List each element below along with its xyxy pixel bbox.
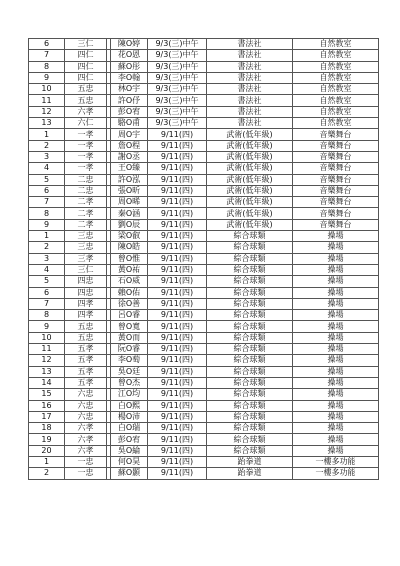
- student-name-cell: 曾O惟: [111, 253, 148, 264]
- table-row: [29, 106, 379, 117]
- class-cell: 六仁: [65, 118, 107, 129]
- session-date-cell: 9/11(四): [148, 253, 207, 264]
- club-name-cell: 綜合球類: [207, 389, 293, 400]
- table-row: [29, 423, 379, 434]
- location-cell: 操場: [293, 287, 379, 298]
- class-cell: 四忠: [65, 287, 107, 298]
- table-row: [29, 310, 379, 321]
- table-row: [29, 411, 379, 422]
- location-cell: 音樂舞台: [293, 140, 379, 151]
- class-cell: 五忠: [65, 84, 107, 95]
- student-name-cell: 曾O寬: [111, 321, 148, 332]
- location-cell: 操場: [293, 344, 379, 355]
- class-cell: 五孝: [65, 355, 107, 366]
- table-row: [29, 242, 379, 253]
- table-row: [29, 377, 379, 388]
- class-cell: 一孝: [65, 129, 107, 140]
- club-name-cell: 綜合球類: [207, 355, 293, 366]
- session-date-cell: 9/11(四): [148, 411, 207, 422]
- table-row: [29, 264, 379, 275]
- location-cell: 操場: [293, 231, 379, 242]
- table-row: [29, 163, 379, 174]
- student-name-cell: 石O威: [111, 276, 148, 287]
- club-name-cell: 綜合球類: [207, 332, 293, 343]
- location-cell: 操場: [293, 445, 379, 456]
- session-date-cell: 9/11(四): [148, 231, 207, 242]
- class-cell: 五孝: [65, 344, 107, 355]
- club-name-cell: 綜合球類: [207, 264, 293, 275]
- student-name-cell: 何O昊: [111, 456, 148, 467]
- student-name-cell: 林O宇: [111, 84, 148, 95]
- student-name-cell: 詹O程: [111, 140, 148, 151]
- seat-number-cell: 3: [29, 151, 65, 162]
- student-name-cell: 劉O辰: [111, 219, 148, 230]
- class-cell: 三仁: [65, 264, 107, 275]
- seat-number-cell: 4: [29, 264, 65, 275]
- seat-number-cell: 15: [29, 389, 65, 400]
- location-cell: 自然教室: [293, 61, 379, 72]
- student-name-cell: 彭O宥: [111, 434, 148, 445]
- session-date-cell: 9/11(四): [148, 445, 207, 456]
- location-cell: 自然教室: [293, 72, 379, 83]
- club-name-cell: 綜合球類: [207, 310, 293, 321]
- session-date-cell: 9/11(四): [148, 355, 207, 366]
- seat-number-cell: 8: [29, 61, 65, 72]
- student-name-cell: 張O昕: [111, 185, 148, 196]
- table-row: [29, 456, 379, 467]
- seat-number-cell: 17: [29, 411, 65, 422]
- seat-number-cell: 6: [29, 39, 65, 50]
- session-date-cell: 9/11(四): [148, 287, 207, 298]
- seat-number-cell: 3: [29, 253, 65, 264]
- session-date-cell: 9/11(四): [148, 174, 207, 185]
- location-cell: 操場: [293, 411, 379, 422]
- session-date-cell: 9/3(三)中午: [148, 61, 207, 72]
- student-name-cell: 李O翰: [111, 72, 148, 83]
- class-cell: 二忠: [65, 174, 107, 185]
- seat-number-cell: 16: [29, 400, 65, 411]
- club-name-cell: 書法社: [207, 84, 293, 95]
- session-date-cell: 9/11(四): [148, 219, 207, 230]
- location-cell: 操場: [293, 389, 379, 400]
- session-date-cell: 9/11(四): [148, 321, 207, 332]
- club-name-cell: 武術(低年級): [207, 208, 293, 219]
- seat-number-cell: 8: [29, 208, 65, 219]
- seat-number-cell: 10: [29, 84, 65, 95]
- session-date-cell: 9/3(三)中午: [148, 84, 207, 95]
- seat-number-cell: 6: [29, 287, 65, 298]
- table-row: [29, 253, 379, 264]
- session-date-cell: 9/11(四): [148, 264, 207, 275]
- class-cell: 二忠: [65, 185, 107, 196]
- seat-number-cell: 1: [29, 231, 65, 242]
- class-cell: 四仁: [65, 72, 107, 83]
- class-cell: 二孝: [65, 208, 107, 219]
- location-cell: 操場: [293, 400, 379, 411]
- club-name-cell: 綜合球類: [207, 377, 293, 388]
- location-cell: 操場: [293, 253, 379, 264]
- session-date-cell: 9/11(四): [148, 344, 207, 355]
- class-cell: 四孝: [65, 310, 107, 321]
- student-name-cell: 周O晞: [111, 197, 148, 208]
- student-name-cell: 白O瑞: [111, 423, 148, 434]
- student-name-cell: 秦O涵: [111, 208, 148, 219]
- seat-number-cell: 12: [29, 106, 65, 117]
- student-name-cell: 彭O宥: [111, 106, 148, 117]
- student-name-cell: 白O熙: [111, 400, 148, 411]
- location-cell: 一樓多功能: [293, 456, 379, 467]
- session-date-cell: 9/11(四): [148, 389, 207, 400]
- seat-number-cell: 11: [29, 95, 65, 106]
- table-row: [29, 129, 379, 140]
- location-cell: 操場: [293, 276, 379, 287]
- location-cell: 操場: [293, 332, 379, 343]
- class-cell: 一孝: [65, 151, 107, 162]
- class-cell: 六孝: [65, 434, 107, 445]
- table-row: [29, 298, 379, 309]
- seat-number-cell: 19: [29, 434, 65, 445]
- club-name-cell: 綜合球類: [207, 400, 293, 411]
- class-cell: 一忠: [65, 456, 107, 467]
- location-cell: 自然教室: [293, 106, 379, 117]
- club-name-cell: 綜合球類: [207, 231, 293, 242]
- seat-number-cell: 9: [29, 219, 65, 230]
- session-date-cell: 9/11(四): [148, 366, 207, 377]
- club-name-cell: 武術(低年級): [207, 140, 293, 151]
- club-name-cell: 綜合球類: [207, 411, 293, 422]
- session-date-cell: 9/11(四): [148, 310, 207, 321]
- location-cell: 音樂舞台: [293, 151, 379, 162]
- club-name-cell: 綜合球類: [207, 445, 293, 456]
- class-cell: 一忠: [65, 468, 107, 479]
- student-name-cell: 呂O睿: [111, 310, 148, 321]
- class-cell: 三忠: [65, 231, 107, 242]
- session-date-cell: 9/3(三)中午: [148, 118, 207, 129]
- table-row: [29, 84, 379, 95]
- club-name-cell: 書法社: [207, 61, 293, 72]
- student-name-cell: 許O泓: [111, 174, 148, 185]
- location-cell: 操場: [293, 423, 379, 434]
- table-row: [29, 445, 379, 456]
- student-name-cell: 吳O綸: [111, 445, 148, 456]
- location-cell: 操場: [293, 264, 379, 275]
- student-name-cell: 李O萄: [111, 355, 148, 366]
- class-cell: 五忠: [65, 321, 107, 332]
- class-cell: 二孝: [65, 197, 107, 208]
- club-name-cell: 武術(低年級): [207, 174, 293, 185]
- seat-number-cell: 7: [29, 197, 65, 208]
- class-cell: 一孝: [65, 140, 107, 151]
- class-cell: 四孝: [65, 298, 107, 309]
- class-cell: 五忠: [65, 332, 107, 343]
- student-name-cell: 駱O甫: [111, 118, 148, 129]
- student-name-cell: 阮O睿: [111, 344, 148, 355]
- seat-number-cell: 12: [29, 355, 65, 366]
- club-name-cell: 書法社: [207, 118, 293, 129]
- class-cell: 四忠: [65, 276, 107, 287]
- class-cell: 六忠: [65, 400, 107, 411]
- student-name-cell: 陳O皓: [111, 242, 148, 253]
- student-name-cell: 徐O善: [111, 298, 148, 309]
- seat-number-cell: 4: [29, 163, 65, 174]
- club-name-cell: 綜合球類: [207, 242, 293, 253]
- location-cell: 音樂舞台: [293, 129, 379, 140]
- location-cell: 操場: [293, 310, 379, 321]
- location-cell: 音樂舞台: [293, 197, 379, 208]
- class-cell: 三孝: [65, 253, 107, 264]
- class-cell: 五孝: [65, 377, 107, 388]
- class-cell: 二孝: [65, 219, 107, 230]
- seat-number-cell: 10: [29, 332, 65, 343]
- club-name-cell: 跆拳道: [207, 468, 293, 479]
- location-cell: 自然教室: [293, 39, 379, 50]
- class-cell: 三忠: [65, 242, 107, 253]
- location-cell: 操場: [293, 298, 379, 309]
- seat-number-cell: 2: [29, 242, 65, 253]
- club-name-cell: 武術(低年級): [207, 163, 293, 174]
- table-row: [29, 332, 379, 343]
- seat-number-cell: 13: [29, 366, 65, 377]
- club-roster-table: [28, 38, 379, 480]
- session-date-cell: 9/11(四): [148, 208, 207, 219]
- seat-number-cell: 20: [29, 445, 65, 456]
- class-cell: 四仁: [65, 61, 107, 72]
- student-name-cell: 黃O祐: [111, 264, 148, 275]
- student-name-cell: 梁O叡: [111, 231, 148, 242]
- table-row: [29, 287, 379, 298]
- session-date-cell: 9/11(四): [148, 377, 207, 388]
- club-name-cell: 書法社: [207, 50, 293, 61]
- seat-number-cell: 6: [29, 185, 65, 196]
- session-date-cell: 9/11(四): [148, 400, 207, 411]
- class-cell: 五忠: [65, 95, 107, 106]
- club-name-cell: 綜合球類: [207, 366, 293, 377]
- seat-number-cell: 7: [29, 298, 65, 309]
- table-row: [29, 72, 379, 83]
- club-name-cell: 武術(低年級): [207, 197, 293, 208]
- student-name-cell: 楊O沛: [111, 411, 148, 422]
- table-row: [29, 174, 379, 185]
- location-cell: 操場: [293, 242, 379, 253]
- club-name-cell: 綜合球類: [207, 298, 293, 309]
- class-cell: 三仁: [65, 39, 107, 50]
- location-cell: 自然教室: [293, 50, 379, 61]
- seat-number-cell: 13: [29, 118, 65, 129]
- club-name-cell: 武術(低年級): [207, 219, 293, 230]
- session-date-cell: 9/3(三)中午: [148, 72, 207, 83]
- seat-number-cell: 5: [29, 276, 65, 287]
- session-date-cell: 9/11(四): [148, 185, 207, 196]
- table-row: [29, 231, 379, 242]
- table-row: [29, 219, 379, 230]
- student-name-cell: 陳O婷: [111, 39, 148, 50]
- club-name-cell: 書法社: [207, 95, 293, 106]
- table-row: [29, 366, 379, 377]
- table-row: [29, 61, 379, 72]
- student-name-cell: 花O恩: [111, 50, 148, 61]
- club-name-cell: 綜合球類: [207, 253, 293, 264]
- session-date-cell: 9/3(三)中午: [148, 106, 207, 117]
- seat-number-cell: 5: [29, 174, 65, 185]
- session-date-cell: 9/11(四): [148, 434, 207, 445]
- club-name-cell: 綜合球類: [207, 287, 293, 298]
- location-cell: 音樂舞台: [293, 174, 379, 185]
- location-cell: 自然教室: [293, 118, 379, 129]
- location-cell: 音樂舞台: [293, 219, 379, 230]
- location-cell: 自然教室: [293, 95, 379, 106]
- table-row: [29, 355, 379, 366]
- class-cell: 六孝: [65, 423, 107, 434]
- table-row: [29, 185, 379, 196]
- location-cell: 操場: [293, 355, 379, 366]
- club-name-cell: 書法社: [207, 39, 293, 50]
- seat-number-cell: 11: [29, 344, 65, 355]
- student-name-cell: 周O宇: [111, 129, 148, 140]
- club-name-cell: 綜合球類: [207, 434, 293, 445]
- student-name-cell: 吳O廷: [111, 366, 148, 377]
- class-cell: 六孝: [65, 445, 107, 456]
- student-name-cell: 曾O杰: [111, 377, 148, 388]
- location-cell: 音樂舞台: [293, 163, 379, 174]
- club-name-cell: 綜合球類: [207, 321, 293, 332]
- seat-number-cell: 1: [29, 456, 65, 467]
- class-cell: 六忠: [65, 411, 107, 422]
- table-row: [29, 50, 379, 61]
- table-row: [29, 468, 379, 479]
- table-row: [29, 321, 379, 332]
- session-date-cell: 9/3(三)中午: [148, 50, 207, 61]
- session-date-cell: 9/11(四): [148, 242, 207, 253]
- club-name-cell: 武術(低年級): [207, 129, 293, 140]
- session-date-cell: 9/11(四): [148, 129, 207, 140]
- location-cell: 操場: [293, 321, 379, 332]
- table-row: [29, 208, 379, 219]
- table-row: [29, 276, 379, 287]
- table-row: [29, 95, 379, 106]
- student-name-cell: 蘇O彤: [111, 61, 148, 72]
- student-name-cell: 許O伃: [111, 95, 148, 106]
- session-date-cell: 9/11(四): [148, 456, 207, 467]
- session-date-cell: 9/11(四): [148, 140, 207, 151]
- location-cell: 一樓多功能: [293, 468, 379, 479]
- seat-number-cell: 8: [29, 310, 65, 321]
- class-cell: 五孝: [65, 366, 107, 377]
- club-name-cell: 書法社: [207, 106, 293, 117]
- club-name-cell: 書法社: [207, 72, 293, 83]
- roster-body: [29, 39, 379, 480]
- class-cell: 一孝: [65, 163, 107, 174]
- club-name-cell: 武術(低年級): [207, 185, 293, 196]
- student-name-cell: 王O臻: [111, 163, 148, 174]
- session-date-cell: 9/11(四): [148, 197, 207, 208]
- location-cell: 音樂舞台: [293, 185, 379, 196]
- class-cell: 六孝: [65, 106, 107, 117]
- session-date-cell: 9/11(四): [148, 332, 207, 343]
- table-row: [29, 400, 379, 411]
- session-date-cell: 9/11(四): [148, 163, 207, 174]
- seat-number-cell: 9: [29, 72, 65, 83]
- seat-number-cell: 14: [29, 377, 65, 388]
- session-date-cell: 9/11(四): [148, 151, 207, 162]
- seat-number-cell: 7: [29, 50, 65, 61]
- location-cell: 音樂舞台: [293, 208, 379, 219]
- club-name-cell: 跆拳道: [207, 456, 293, 467]
- student-name-cell: 江O均: [111, 389, 148, 400]
- location-cell: 自然教室: [293, 84, 379, 95]
- session-date-cell: 9/11(四): [148, 468, 207, 479]
- student-name-cell: 謝O丞: [111, 151, 148, 162]
- table-row: [29, 434, 379, 445]
- seat-number-cell: 2: [29, 140, 65, 151]
- session-date-cell: 9/11(四): [148, 276, 207, 287]
- seat-number-cell: 1: [29, 129, 65, 140]
- session-date-cell: 9/11(四): [148, 423, 207, 434]
- location-cell: 操場: [293, 377, 379, 388]
- club-name-cell: 武術(低年級): [207, 151, 293, 162]
- location-cell: 操場: [293, 366, 379, 377]
- student-name-cell: 蘇O顥: [111, 468, 148, 479]
- student-name-cell: 賴O佑: [111, 287, 148, 298]
- seat-number-cell: 9: [29, 321, 65, 332]
- table-row: [29, 344, 379, 355]
- table-row: [29, 151, 379, 162]
- table-row: [29, 140, 379, 151]
- club-name-cell: 綜合球類: [207, 423, 293, 434]
- seat-number-cell: 18: [29, 423, 65, 434]
- student-name-cell: 黃O而: [111, 332, 148, 343]
- seat-number-cell: 2: [29, 468, 65, 479]
- class-cell: 四仁: [65, 50, 107, 61]
- club-name-cell: 綜合球類: [207, 276, 293, 287]
- table-row: [29, 389, 379, 400]
- table-row: [29, 197, 379, 208]
- class-cell: 六忠: [65, 389, 107, 400]
- session-date-cell: 9/3(三)中午: [148, 39, 207, 50]
- session-date-cell: 9/3(三)中午: [148, 95, 207, 106]
- club-name-cell: 綜合球類: [207, 344, 293, 355]
- session-date-cell: 9/11(四): [148, 298, 207, 309]
- table-row: [29, 118, 379, 129]
- location-cell: 操場: [293, 434, 379, 445]
- table-row: [29, 39, 379, 50]
